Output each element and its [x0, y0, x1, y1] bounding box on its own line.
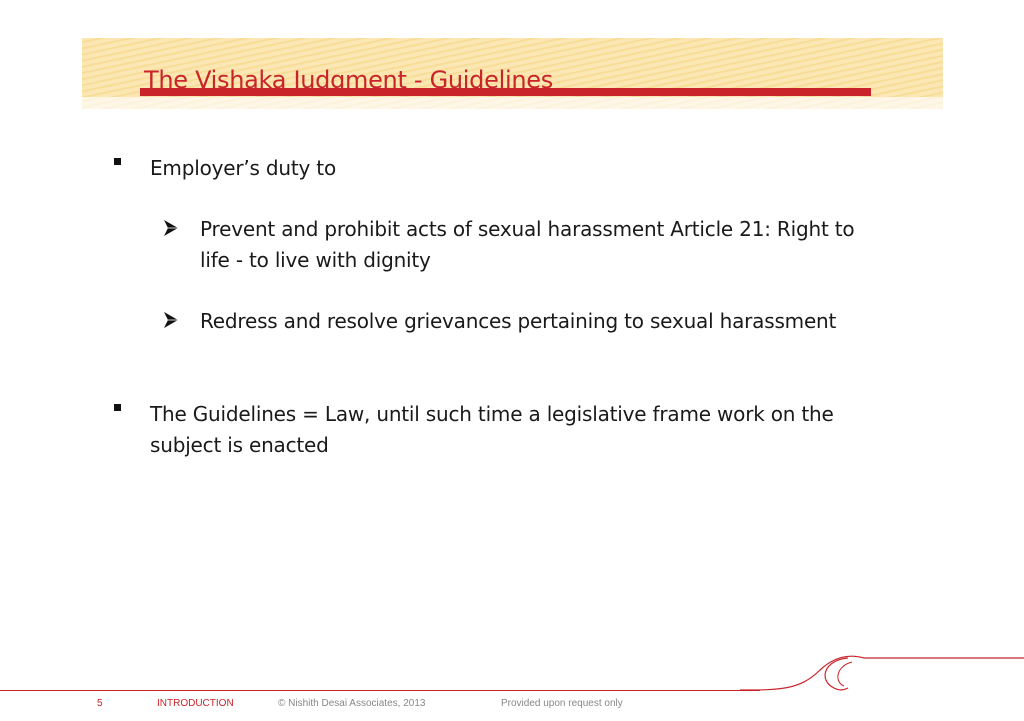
- footer-copyright: © Nishith Desai Associates, 2013: [278, 698, 426, 709]
- footer-section: INTRODUCTION: [157, 698, 234, 709]
- footer-divider: [0, 690, 760, 691]
- sub-bullet-prevent-line1: Prevent and prohibit acts of sexual harassment Article 21: Right to: [200, 217, 855, 241]
- sub-bullet-prevent-line2: life - to live with dignity: [200, 248, 431, 272]
- header-fade: [82, 97, 943, 109]
- bullet-guidelines-line2: subject is enacted: [150, 433, 329, 457]
- page-number: 5: [97, 698, 103, 709]
- footer-note: Provided upon request only: [501, 698, 623, 709]
- square-bullet-icon: [114, 404, 121, 411]
- footer-wave-logo: [740, 650, 1024, 695]
- sub-bullet-redress: Redress and resolve grievances pertaining to sexual harassment: [200, 309, 837, 333]
- square-bullet-icon: [114, 158, 121, 165]
- bullet-guidelines-line1: The Guidelines = Law, until such time a legislative frame work on the: [150, 402, 834, 426]
- arrow-bullet-icon: [162, 311, 180, 329]
- arrow-bullet-icon: [162, 219, 180, 237]
- slide-title: The Vishaka Judgment - Guidelines: [144, 66, 553, 94]
- bullet-employer-duty: Employer’s duty to: [150, 156, 336, 180]
